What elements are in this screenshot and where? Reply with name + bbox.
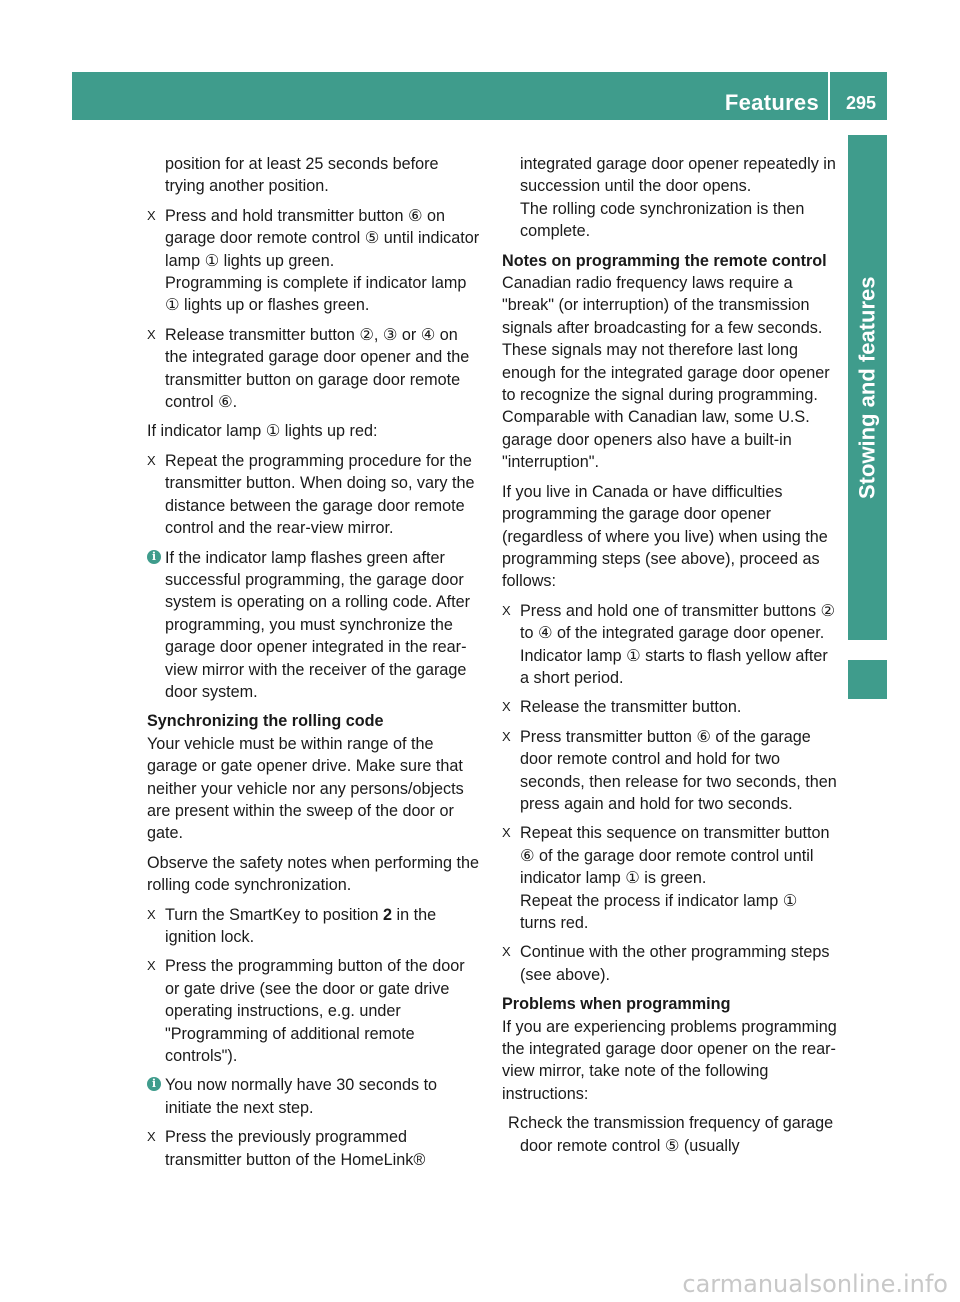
page-number: 295 (845, 93, 877, 113)
info-text: If the indicator lamp flashes green after successful programming, the garage door system is operating on a rolling code. After programming, you must synchronize the garage door opener integrated in the rear-view mirror with the receiver of the garage door system. (165, 548, 471, 701)
instruction-step (502, 726, 837, 816)
paragraph: If you are experiencing problems programming the integrated garage door opener on the rear-view mirror, take note of the following instructions: (502, 1017, 837, 1103)
step-arrow-icon: X (502, 944, 511, 960)
step-text: Press and hold one of transmitter buttons ② to ④ of the integrated garage door opener. (520, 601, 836, 643)
step-text: Press and hold transmitter button ⑥ on garage door remote control ⑤ until indicator lamp ① lights up green. (165, 206, 480, 270)
instruction-step (147, 1126, 482, 1171)
position-number: 2 (383, 905, 393, 924)
page-header-bar (72, 72, 887, 120)
step-text: Release the transmitter button. (520, 698, 742, 717)
bullet-icon: R (508, 1114, 520, 1133)
paragraph (502, 153, 837, 243)
step-text: Repeat the programming procedure for the transmitter button. When doing so, vary the distance between the garage door remote control and the rear-view mirror. (165, 451, 475, 538)
paragraph: If you live in Canada or have difficulties programming the garage door opener (regardless of where you live) when using the programming steps (see above), proceed as follows: (502, 482, 828, 591)
step-arrow-icon: X (147, 1129, 156, 1145)
watermark: carmanualsonline.info (682, 1270, 948, 1298)
info-note (147, 547, 482, 704)
step-result: The rolling code synchronization is then complete. (520, 199, 805, 241)
step-arrow-icon: X (502, 602, 511, 618)
step-text: Release transmitter button ②, ③ or ④ on the integrated garage door opener and the transmitter button on garage door remote control ⑥. (165, 325, 470, 412)
step-text: Repeat this sequence on transmitter button ⑥ of the garage door remote control until indicator lamp ① is green. (520, 824, 830, 888)
step-arrow-icon: X (147, 207, 156, 223)
paragraph: position for at least 25 seconds before trying another position. (165, 155, 439, 196)
instruction-step (502, 600, 837, 690)
step-arrow-icon: X (147, 326, 156, 342)
instruction-step (147, 324, 482, 414)
step-text: integrated garage door opener repeatedly in succession until the door opens. (520, 155, 836, 196)
chapter-marker (848, 660, 887, 699)
step-arrow-icon: X (147, 906, 156, 922)
right-column (502, 153, 837, 1157)
section-heading: Notes on programming the remote control (502, 251, 827, 270)
step-arrow-icon: X (147, 958, 156, 974)
instruction-step (147, 450, 482, 540)
step-arrow-icon: X (502, 699, 511, 715)
step-text: Continue with the other programming steps (see above). (520, 943, 830, 984)
paragraph: Observe the safety notes when performing the rolling code synchronization. (147, 853, 480, 895)
instruction-step (502, 941, 837, 986)
instruction-step (147, 205, 482, 317)
section-heading: Problems when programming (502, 995, 731, 1014)
chapter-tab-label: Stowing and features (854, 276, 880, 499)
instruction-step (502, 696, 837, 718)
step-result: Indicator lamp ① starts to flash yellow after a short period. (520, 646, 828, 687)
step-text: Press the previously programmed transmitter button of the HomeLink® (165, 1128, 426, 1169)
step-text: Press transmitter button ⑥ of the garage door remote control and hold for two seconds, then release for two seconds, then press again and hold for two seconds. (520, 727, 837, 813)
instruction-step (502, 822, 837, 934)
step-result: Programming is complete if indicator lamp ① lights up or flashes green. (165, 274, 467, 315)
left-column (147, 153, 482, 1178)
step-arrow-icon: X (502, 825, 511, 841)
info-icon: i (147, 1077, 161, 1091)
instruction-step (147, 955, 482, 1067)
header-divider (828, 72, 830, 120)
step-text: Press the programming button of the door or gate drive (see the door or gate drive operating instructions, e.g. under "Programming of additional remote controls"). (165, 957, 465, 1066)
info-note (147, 1074, 482, 1119)
step-text: in the ignition lock. (165, 905, 437, 946)
paragraph: Canadian radio frequency laws require a "break" (or interruption) of the transmission signals after broadcasting for a few seconds. These signals may not therefore last long enough for the integrated garage door opener to recognize the signal during programming. Comparable with Canadian law, some U.S. garage door openers also have a built-in "interruption". (502, 274, 830, 472)
paragraph: If indicator lamp ① lights up red: (147, 422, 378, 441)
paragraph: Your vehicle must be within range of the garage or gate opener drive. Make sure that neither your vehicle nor any persons/objects are present within the sweep of the door or gate. (147, 734, 464, 843)
step-arrow-icon: X (502, 728, 511, 744)
step-arrow-icon: X (147, 452, 156, 468)
list-item (502, 1112, 837, 1157)
step-result: Repeat the process if indicator lamp ① turns red. (520, 891, 798, 932)
step-text: Turn the SmartKey to position (165, 905, 384, 924)
section-heading: Synchronizing the rolling code (147, 712, 384, 731)
list-item-text: check the transmission frequency of garage door remote control ⑤ (usually (520, 1114, 834, 1155)
instruction-step (147, 904, 482, 949)
info-icon: i (147, 550, 161, 564)
info-text: You now normally have 30 seconds to initiate the next step. (165, 1076, 438, 1117)
section-title: Features (724, 90, 819, 115)
